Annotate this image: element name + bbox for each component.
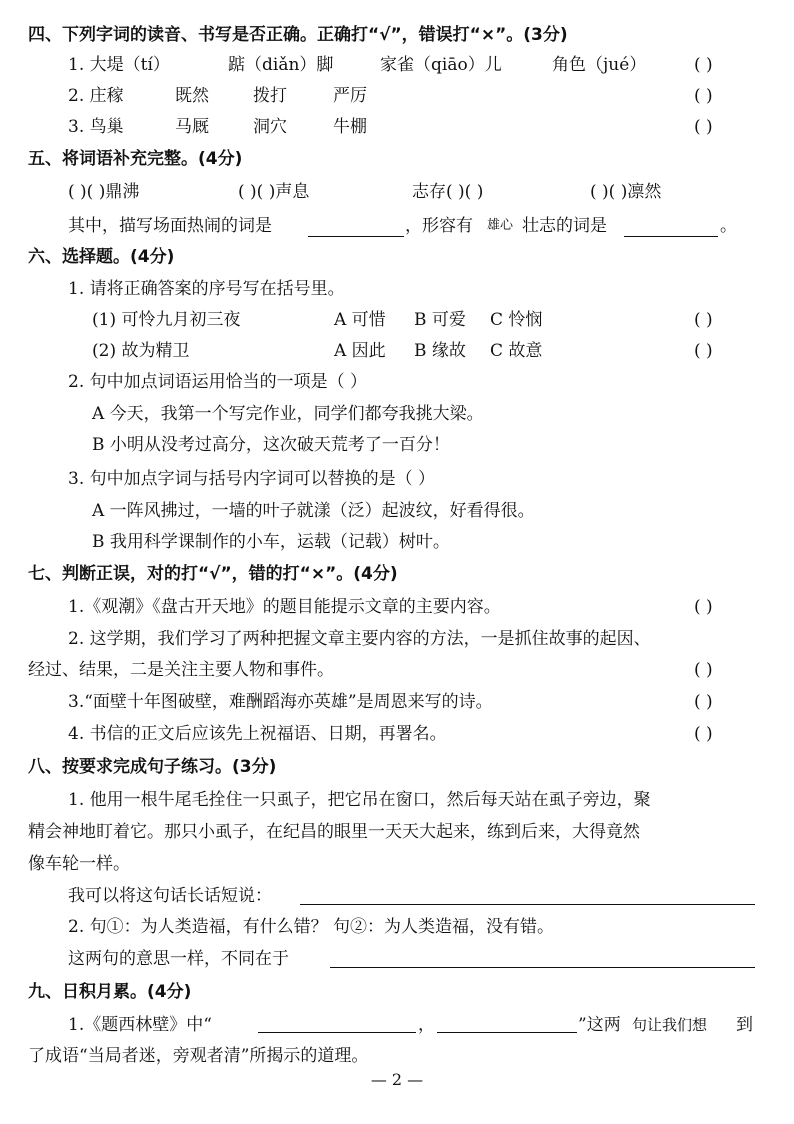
q8-s1d [0, 881, 794, 911]
q5-row1 [0, 177, 794, 207]
q5-word-b[interactable]: ( )( )声息 [238, 182, 310, 202]
answer-paren[interactable]: ( ) [694, 86, 713, 106]
q9-s1-e: 到 [736, 1015, 753, 1035]
q7-s2-cont: 经过、结果，二是关注主要人物和事件。 [28, 660, 334, 680]
q9-title [0, 977, 794, 1007]
q4-r3-d: 牛棚 [333, 117, 367, 137]
q6-title-text: 六、选择题。(4分) [28, 247, 175, 267]
q8-s2-text: 2. 句①：为人类造福，有什么错？ 句②：为人类造福，没有错。 [68, 917, 555, 937]
answer-paren[interactable]: ( ) [694, 597, 713, 617]
answer-paren[interactable]: ( ) [694, 341, 713, 361]
q7-s4-text: 4. 书信的正文后应该先上祝福语、日期，再署名。 [68, 724, 447, 744]
q6-s1b [0, 336, 794, 366]
q9-s2-text: 了成语“当局者迷，旁观者清”所揭示的道理。 [28, 1046, 369, 1066]
q4-r2-d: 严厉 [333, 86, 367, 106]
option-c[interactable]: C 怜悯 [490, 310, 543, 330]
answer-blank[interactable] [330, 967, 755, 968]
q5-word-d[interactable]: ( )( )凛然 [590, 182, 662, 202]
option-b[interactable]: B 小明从没考过高分，这次破天荒考了一百分！ [92, 435, 450, 455]
answer-blank[interactable] [624, 236, 718, 237]
q4-r1-a: 1. 大堤（tí） [68, 55, 170, 75]
q8-s2 [0, 912, 794, 942]
q6-s3-text: 3. 句中加点字词与括号内字词可以替换的是（ ） [68, 469, 436, 489]
answer-blank[interactable] [258, 1032, 416, 1033]
answer-blank[interactable] [308, 236, 404, 237]
q6-s3a [0, 496, 794, 526]
q6-s1b-stem: (2) 故为精卫 [92, 341, 190, 361]
option-a[interactable]: A 今天，我第一个写完作业，同学们都夸我挑大梁。 [92, 404, 484, 424]
q6-s3b [0, 527, 794, 557]
q7-title [0, 559, 794, 589]
q6-title [0, 242, 794, 272]
q9-s1-c: ”这两 [578, 1015, 621, 1035]
q9-s2 [0, 1041, 794, 1071]
option-a[interactable]: A 可惜 [334, 310, 386, 330]
q8-title-text: 八、按要求完成句子练习。(3分) [28, 757, 277, 777]
q4-r2-c: 拨打 [253, 86, 287, 106]
q5-prompt-b: ，形容有 [405, 216, 473, 236]
q6-s1a [0, 305, 794, 335]
q8-s1b [0, 817, 794, 847]
q7-title-text: 七、判断正误，对的打“√”，错的打“×”。(4分) [28, 564, 398, 584]
q7-s2-text: 2. 这学期，我们学习了两种把握文章主要内容的方法，一是抓住故事的起因、 [68, 629, 651, 649]
q8-s1-prompt: 我可以将这句话长话短说： [68, 886, 272, 906]
q6-s1a-stem: (1) 可怜九月初三夜 [92, 310, 241, 330]
q4-row1 [0, 50, 794, 80]
option-b[interactable]: B 缘故 [414, 341, 466, 361]
q6-s1 [0, 274, 794, 304]
q9-title-text: 九、日积月累。(4分) [28, 982, 192, 1002]
option-a[interactable]: A 因此 [334, 341, 386, 361]
q6-s2 [0, 367, 794, 397]
q4-r2-b: 既然 [175, 86, 209, 106]
answer-paren[interactable]: ( ) [694, 310, 713, 330]
q4-r3-a: 3. 鸟巢 [68, 117, 124, 137]
option-b[interactable]: B 我用科学课制作的小车，运载（记载）树叶。 [92, 532, 450, 552]
q4-row2 [0, 81, 794, 111]
q5-prompt-c: 雄心 [487, 218, 514, 233]
q8-s2b [0, 944, 794, 974]
q4-title [0, 20, 794, 50]
q5-prompt-d: 壮志的词是 [522, 216, 607, 236]
q6-s1-text: 1. 请将正确答案的序号写在括号里。 [68, 279, 345, 299]
answer-blank[interactable] [437, 1032, 577, 1033]
q7-s1 [0, 592, 794, 622]
q8-title [0, 752, 794, 782]
answer-paren[interactable]: ( ) [694, 692, 713, 712]
q5-word-a[interactable]: ( )( )鼎沸 [68, 182, 140, 202]
q8-s1c [0, 849, 794, 879]
q4-row3 [0, 112, 794, 142]
q7-s3 [0, 687, 794, 717]
q5-word-c[interactable]: 志存( )( ) [412, 182, 484, 202]
q4-r1-d: 角色（jué） [552, 55, 647, 75]
q8-s1-text: 1. 他用一根牛尾毛拴住一只虱子，把它吊在窗口，然后每天站在虱子旁边，聚 [68, 790, 651, 810]
q5-prompt-a: 其中，描写场面热闹的词是 [68, 216, 272, 236]
q7-s1-text: 1.《观潮》《盘古开天地》的题目能提示文章的主要内容。 [68, 597, 501, 617]
answer-paren[interactable]: ( ) [694, 724, 713, 744]
q9-s1-b: ， [418, 1015, 435, 1035]
q9-s1-d: 句让我们想 [632, 1016, 708, 1034]
page-number: — 2 — [370, 1070, 424, 1089]
q8-s1a [0, 785, 794, 815]
q7-s3-text: 3.“面壁十年图破壁，难酬蹈海亦英雄”是周恩来写的诗。 [68, 692, 493, 712]
q4-r2-a: 2. 庄稼 [68, 86, 124, 106]
q4-r3-b: 马厩 [175, 117, 209, 137]
q4-title-text: 四、下列字词的读音、书写是否正确。正确打“√”，错误打“×”。(3分) [28, 25, 568, 45]
q9-s1-a: 1.《题西林壁》中“ [68, 1015, 212, 1035]
q6-s3 [0, 464, 794, 494]
q8-s2-prompt: 这两句的意思一样，不同在于 [68, 949, 289, 969]
q7-s2b [0, 655, 794, 685]
q4-r3-c: 洞穴 [253, 117, 287, 137]
q5-title [0, 144, 794, 174]
q7-s2a [0, 624, 794, 654]
q8-s1-cont: 精会神地盯着它。那只小虱子，在纪昌的眼里一天天大起来，练到后来，大得竟然 [28, 822, 640, 842]
q7-s4 [0, 719, 794, 749]
q5-title-text: 五、将词语补充完整。(4分) [28, 149, 243, 169]
q6-s2b [0, 430, 794, 460]
q4-r1-b: 踮（diǎn）脚 [228, 55, 334, 75]
q8-s1-end: 像车轮一样。 [28, 854, 130, 874]
option-a[interactable]: A 一阵风拂过，一墙的叶子就漾（泛）起波纹，好看得很。 [92, 501, 535, 521]
q4-r1-c: 家雀（qiāo）儿 [380, 55, 502, 75]
q6-s2a [0, 399, 794, 429]
answer-paren[interactable]: ( ) [694, 55, 713, 75]
option-b[interactable]: B 可爱 [414, 310, 466, 330]
answer-blank[interactable] [300, 904, 755, 905]
answer-paren[interactable]: ( ) [694, 660, 713, 680]
answer-paren[interactable]: ( ) [694, 117, 713, 137]
q5-prompt-e: 。 [720, 216, 737, 236]
option-c[interactable]: C 故意 [490, 341, 543, 361]
q6-s2-text: 2. 句中加点词语运用恰当的一项是（ ） [68, 372, 368, 392]
q9-s1 [0, 1010, 794, 1040]
